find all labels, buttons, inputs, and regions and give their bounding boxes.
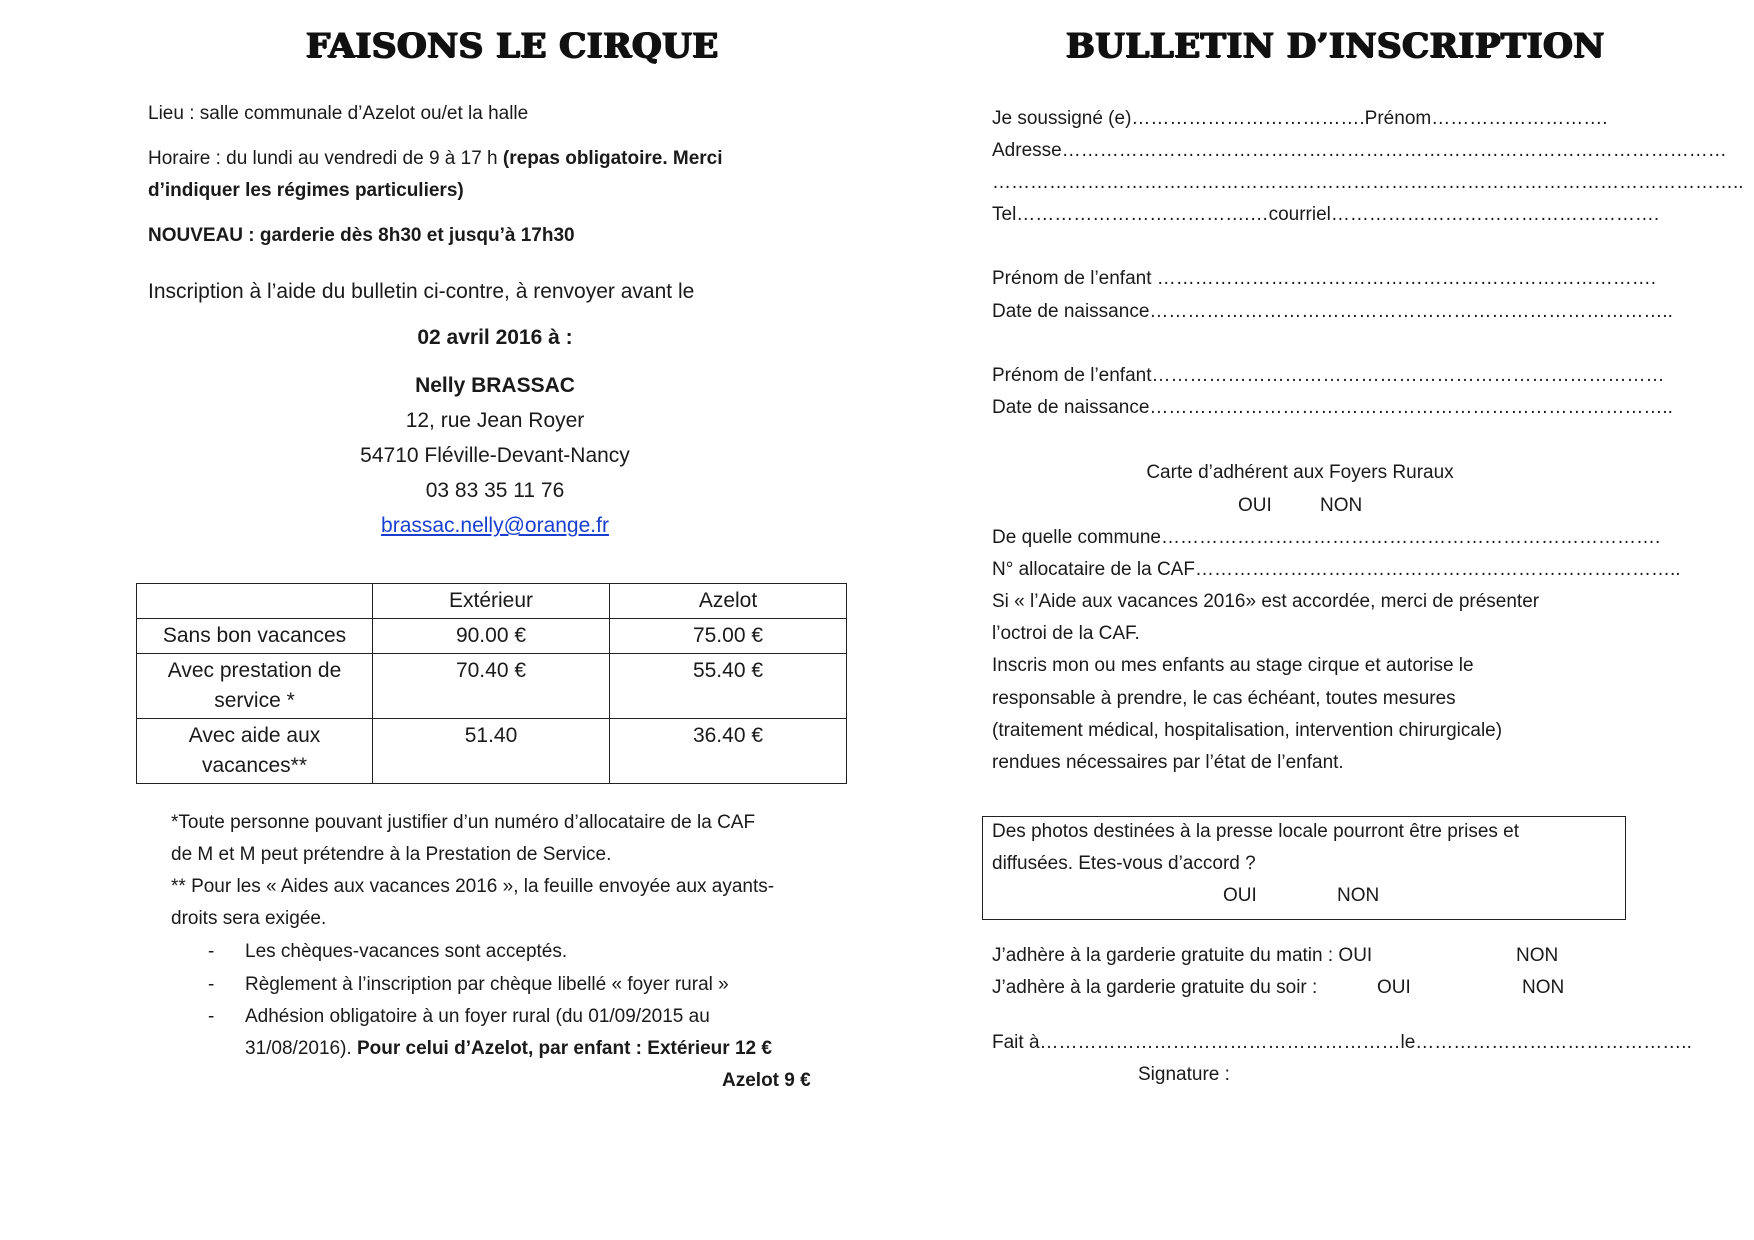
table-cell: 36.40 € (610, 719, 847, 784)
contact-street: 12, rue Jean Royer (405, 409, 585, 432)
signature-label: Signature : (1138, 1064, 1230, 1085)
photos-oui-option: OUI (1223, 885, 1257, 906)
adhesion-price-azelot: Azelot 9 € (722, 1070, 811, 1091)
bullet-dash: - (208, 941, 215, 962)
aide-vacances-line1: Si « l’Aide aux vacances 2016» est accordée, merci de présenter (992, 591, 1540, 612)
photos-non-option: NON (1337, 885, 1380, 906)
aide-vacances-line2: l’octroi de la CAF. (992, 623, 1140, 644)
nouveau-text: NOUVEAU : garderie dès 8h30 et jusqu’à 17h30 (148, 225, 575, 246)
table-row (137, 719, 847, 784)
adresse-field-2: ……………………………………………………………………………………………………….. (992, 172, 1744, 193)
horaire-line-1 (148, 148, 723, 170)
tel-courriel-field: Tel……………………………….…courriel……………………………………………. (992, 204, 1660, 225)
table-cell: Sans bon vacances (137, 619, 373, 654)
horaire-bold-1: (repas obligatoire. Merci (502, 148, 723, 169)
note2-line2: droits sera exigée. (171, 908, 327, 929)
table-cell: 51.40 (373, 719, 610, 784)
bullet-cheques: Les chèques-vacances sont acceptés. (245, 941, 568, 962)
autorisation-line2: responsable à prendre, le cas échéant, toutes mesures (992, 688, 1456, 709)
adhesion-price-ext: Pour celui d’Azelot, par enfant : Extérieur 12 € (356, 1038, 772, 1059)
lieu-text: Lieu : salle communale d’Azelot ou/et la halle (148, 103, 529, 124)
enfant1-date-field: Date de naissance……………………………………………………………………….. (992, 301, 1673, 322)
bullet-reglement: Règlement à l’inscription par chèque libellé « foyer rural » (245, 974, 729, 995)
photos-line2: diffusées. Etes-vous d’accord ? (992, 853, 1256, 874)
row-label-line: Avec aide aux (188, 724, 321, 747)
contact-email-wrap (300, 514, 690, 538)
table-header-cell (137, 584, 373, 619)
row-label-line: vacances** (201, 754, 308, 777)
table-row (137, 619, 847, 654)
bullet-adhesion-line2 (245, 1038, 772, 1060)
garderie-soir-non: NON (1522, 977, 1565, 998)
enfant2-prenom-field: Prénom de l’enfant……………………………………………………………………… (992, 365, 1665, 386)
garderie-soir-oui: OUI (1377, 977, 1411, 998)
bullet-dash: - (208, 1006, 215, 1027)
adresse-field: Adresse…………………………………………………………………………………………… (992, 140, 1727, 161)
row-label-line: service * (214, 689, 295, 712)
note1-line2: de M et M peut prétendre à la Prestation de Service. (171, 844, 612, 865)
table-cell (137, 719, 373, 784)
enfant1-prenom-field: Prénom de l’enfant ……………………………………………………………………. (992, 268, 1657, 289)
photos-line1: Des photos destinées à la presse locale pourront être prises et (992, 821, 1520, 842)
fait-a-field: Fait à…………………………………………………le…………………………………….. (992, 1032, 1692, 1053)
autorisation-line3: (traitement médical, hospitalisation, intervention chirurgicale) (992, 720, 1503, 741)
bullet-adhesion-line1: Adhésion obligatoire à un foyer rural (du 01/09/2015 au (245, 1006, 710, 1027)
contact-city: 54710 Fléville-Devant-Nancy (360, 444, 630, 467)
garderie-matin-label: J’adhère à la garderie gratuite du matin : OUI (992, 945, 1373, 966)
table-header-cell: Extérieur (373, 584, 610, 619)
carte-non-option: NON (1320, 495, 1363, 516)
caf-field: N° allocataire de la CAF………………………………………………………………….. (992, 559, 1681, 580)
table-cell: 75.00 € (610, 619, 847, 654)
table-header-row (137, 584, 847, 619)
table-header-cell: Azelot (610, 584, 847, 619)
table-row (137, 654, 847, 719)
soussigne-field: Je soussigné (e)……………………………….Prénom………………………. (992, 108, 1608, 129)
contact-phone: 03 83 35 11 76 (425, 479, 565, 502)
horaire-prefix: Horaire : du lundi au vendredi de 9 à 17 h (148, 148, 503, 169)
table-cell: 55.40 € (610, 654, 847, 719)
note1-line1: *Toute personne pouvant justifier d’un numéro d’allocataire de la CAF (171, 812, 756, 833)
autorisation-line1: Inscris mon ou mes enfants au stage cirque et autorise le (992, 655, 1474, 676)
carte-adherent-label: Carte d’adhérent aux Foyers Ruraux (1146, 462, 1454, 483)
carte-oui-option: OUI (1238, 495, 1272, 516)
right-title: BULLETIN D’INSCRIPTION (1066, 26, 1605, 66)
commune-field: De quelle commune……………………………………………………………………. (992, 527, 1661, 548)
row-label-line: Avec prestation de (167, 659, 342, 682)
deadline-date: 02 avril 2016 à : (417, 326, 573, 349)
price-table (136, 583, 847, 784)
autorisation-line4: rendues nécessaires par l’état de l’enfant. (992, 752, 1344, 773)
horaire-line-2: d’indiquer les régimes particuliers) (148, 180, 464, 201)
inscription-text: Inscription à l’aide du bulletin ci-contre, à renvoyer avant le (148, 280, 695, 303)
adhesion-dates: 31/08/2016). (245, 1038, 357, 1059)
note2-line1: ** Pour les « Aides aux vacances 2016 », la feuille envoyée aux ayants- (171, 876, 775, 897)
garderie-matin-non: NON (1516, 945, 1559, 966)
bullet-dash: - (208, 974, 215, 995)
table-cell (137, 654, 373, 719)
table-cell: 90.00 € (373, 619, 610, 654)
garderie-soir-label: J’adhère à la garderie gratuite du soir : (992, 977, 1318, 998)
left-title: FAISONS LE CIRQUE (306, 26, 719, 66)
table-cell: 70.40 € (373, 654, 610, 719)
contact-email-link[interactable]: brassac.nelly@orange.fr (381, 514, 609, 537)
contact-name: Nelly BRASSAC (415, 374, 575, 397)
enfant2-date-field: Date de naissance……………………………………………………………………….. (992, 397, 1673, 418)
